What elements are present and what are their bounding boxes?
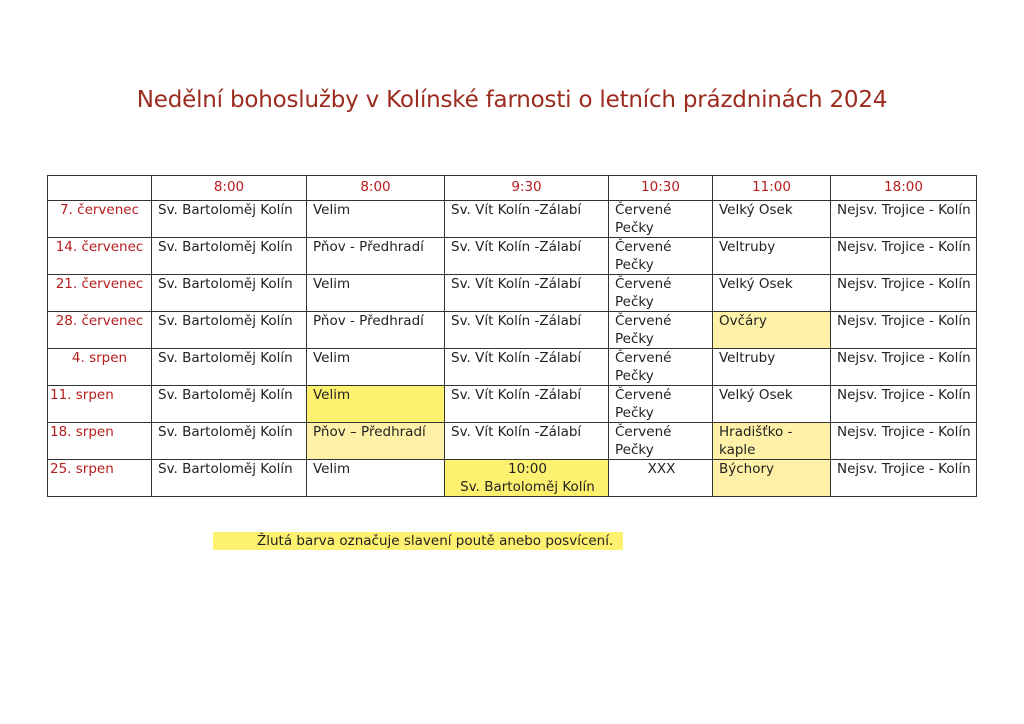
date-cell: 25. srpen — [48, 460, 152, 497]
table-cell: Veltruby — [713, 238, 831, 275]
table-cell: Pňov - Předhradí — [307, 238, 445, 275]
table-cell: Nejsv. Trojice - Kolín — [831, 386, 977, 423]
table-cell: Velim — [307, 275, 445, 312]
table-cell: Sv. Vít Kolín -Zálabí — [445, 349, 609, 386]
highlighted-cell: Hradišťko - kaple — [713, 423, 831, 460]
header-cell: 11:00 — [713, 176, 831, 201]
table-cell: Sv. Vít Kolín -Zálabí — [445, 312, 609, 349]
highlighted-cell: Býchory — [713, 460, 831, 497]
header-cell: 8:00 — [307, 176, 445, 201]
table-cell: Sv. Bartoloměj Kolín — [152, 386, 307, 423]
legend-note: Žlutá barva označuje slavení poutě anebo posvícení. — [213, 532, 623, 550]
table-cell: Sv. Vít Kolín -Zálabí — [445, 423, 609, 460]
table-cell: Sv. Vít Kolín -Zálabí — [445, 201, 609, 238]
table-cell: Červené Pečky — [609, 275, 713, 312]
table-cell: Nejsv. Trojice - Kolín — [831, 201, 977, 238]
table-cell: Velký Osek — [713, 275, 831, 312]
table-cell: Nejsv. Trojice - Kolín — [831, 275, 977, 312]
date-cell: 11. srpen — [48, 386, 152, 423]
table-row — [48, 238, 977, 275]
table-row — [48, 275, 977, 312]
table-cell: Sv. Bartoloměj Kolín — [152, 349, 307, 386]
table-row — [48, 423, 977, 460]
table-cell: Sv. Bartoloměj Kolín — [152, 275, 307, 312]
table-row — [48, 460, 977, 497]
date-cell: 7. červenec — [48, 201, 152, 238]
highlighted-cell — [445, 460, 609, 497]
table-cell: Červené Pečky — [609, 201, 713, 238]
table-cell: Červené Pečky — [609, 349, 713, 386]
table-cell: Sv. Bartoloměj Kolín — [152, 312, 307, 349]
header-cell: 8:00 — [152, 176, 307, 201]
table-row — [48, 349, 977, 386]
table-cell: Červené Pečky — [609, 386, 713, 423]
table-cell: Velim — [307, 201, 445, 238]
page-title: Nedělní bohoslužby v Kolínské farnosti o letních prázdninách 2024 — [136, 87, 888, 113]
table-cell: Červené Pečky — [609, 238, 713, 275]
date-cell: 21. červenec — [48, 275, 152, 312]
table-cell: Velký Osek — [713, 386, 831, 423]
table-cell: Velim — [307, 349, 445, 386]
cell-time: 10:00 — [508, 461, 547, 477]
header-cell — [48, 176, 152, 201]
date-cell: 18. srpen — [48, 423, 152, 460]
date-cell: 14. červenec — [48, 238, 152, 275]
header-cell: 9:30 — [445, 176, 609, 201]
table-cell: Nejsv. Trojice - Kolín — [831, 423, 977, 460]
table-cell: Sv. Vít Kolín -Zálabí — [445, 386, 609, 423]
table-cell: Sv. Bartoloměj Kolín — [152, 238, 307, 275]
table-cell: Sv. Bartoloměj Kolín — [152, 201, 307, 238]
table-row — [48, 386, 977, 423]
table-cell: Sv. Vít Kolín -Zálabí — [445, 238, 609, 275]
header-row — [48, 176, 977, 201]
schedule-table — [47, 175, 977, 497]
table-row — [48, 201, 977, 238]
table-cell: Nejsv. Trojice - Kolín — [831, 460, 977, 497]
table-cell: Nejsv. Trojice - Kolín — [831, 238, 977, 275]
cell-place: Sv. Bartoloměj Kolín — [460, 479, 595, 495]
highlighted-cell: Pňov – Předhradí — [307, 423, 445, 460]
table-cell: Sv. Bartoloměj Kolín — [152, 460, 307, 497]
highlighted-cell: Velim — [307, 386, 445, 423]
table-cell: Sv. Vít Kolín -Zálabí — [445, 275, 609, 312]
table-cell: Červené Pečky — [609, 312, 713, 349]
table-cell: Velký Osek — [713, 201, 831, 238]
table-cell: Nejsv. Trojice - Kolín — [831, 349, 977, 386]
date-cell: 4. srpen — [48, 349, 152, 386]
highlighted-cell: Ovčáry — [713, 312, 831, 349]
table-cell: Nejsv. Trojice - Kolín — [831, 312, 977, 349]
table-cell: Veltruby — [713, 349, 831, 386]
table-cell: XXX — [609, 460, 713, 497]
table-row — [48, 312, 977, 349]
table-cell: Sv. Bartoloměj Kolín — [152, 423, 307, 460]
table-cell: Červené Pečky — [609, 423, 713, 460]
header-cell: 10:30 — [609, 176, 713, 201]
date-cell: 28. červenec — [48, 312, 152, 349]
table-cell: Pňov - Předhradí — [307, 312, 445, 349]
header-cell: 18:00 — [831, 176, 977, 201]
table-cell: Velim — [307, 460, 445, 497]
